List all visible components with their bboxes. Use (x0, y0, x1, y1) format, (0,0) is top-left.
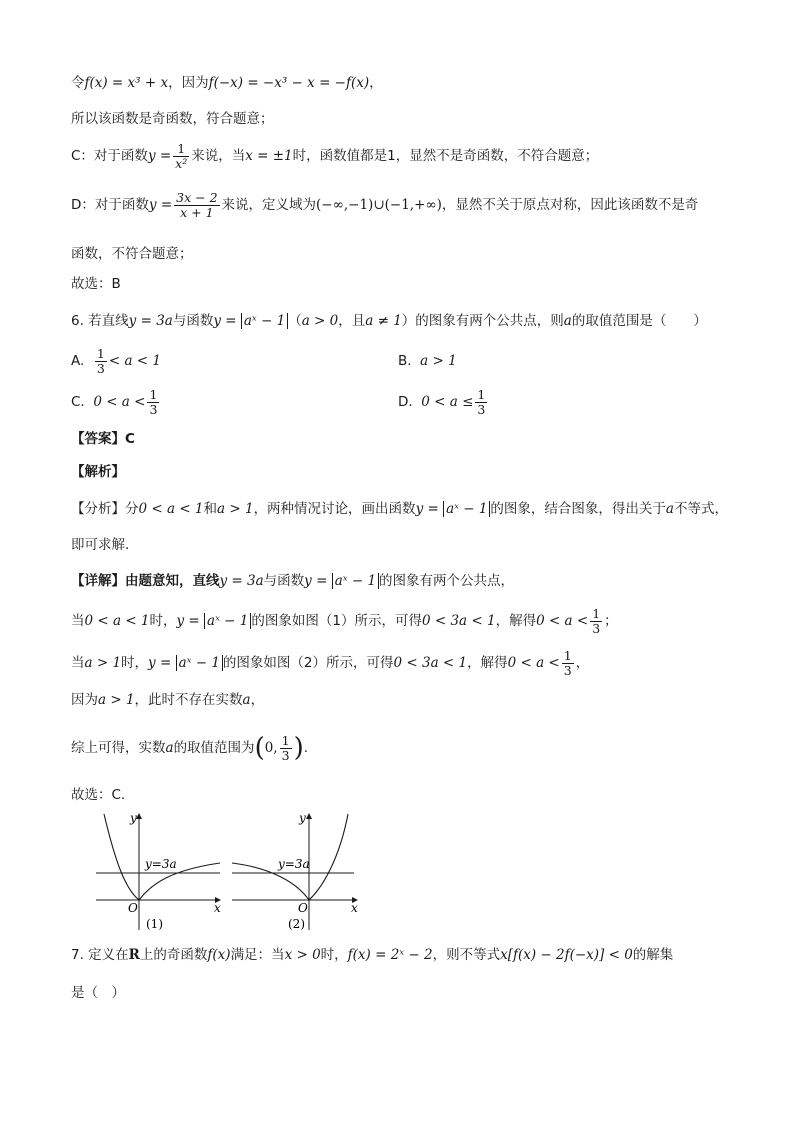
detail-because (71, 690, 264, 710)
math-expr: f(x) (207, 947, 231, 963)
y-axis-label: y (299, 811, 306, 825)
graph-label: (1) (146, 917, 163, 931)
fraction-denominator: 3 (281, 747, 290, 763)
fraction (174, 191, 219, 220)
option-label: C. (71, 394, 85, 410)
fraction (173, 142, 189, 171)
fraction (280, 734, 292, 763)
option-c-explanation (71, 140, 598, 172)
fraction-numerator: 1 (281, 732, 290, 748)
y-axis-label: y (130, 811, 137, 825)
text-line-5: 函数，不符合题意； (71, 246, 193, 262)
graph-label: (2) (288, 917, 305, 931)
option-a (71, 345, 161, 377)
function-graphs-figure (92, 808, 364, 934)
math-expr: y = 3a (219, 573, 264, 589)
text: 的取值范围为 (173, 740, 255, 756)
detail-line-1 (71, 571, 514, 591)
graph-2 (232, 811, 358, 931)
text: ，两种情况讨论，画出函数 (253, 501, 416, 517)
math-expr: 0 < 3a < 1 (393, 655, 468, 671)
text: 【详解】由题意知，直线 (71, 573, 220, 589)
math-expr: y = (147, 148, 172, 164)
math-expr: R (128, 947, 140, 963)
math-expr: x > 0 (284, 947, 321, 963)
math-expr: y = (415, 501, 439, 517)
fraction-denominator: 3 (592, 620, 601, 636)
math-expr: a (665, 501, 674, 517)
option-label: D. (398, 394, 413, 410)
x-axis-label: x (214, 901, 221, 915)
text: 综上可得，实数 (71, 740, 166, 756)
text: 时， (121, 655, 149, 671)
text: D：对于函数 (71, 197, 149, 213)
text: 的图象如图（2）所示，可得 (222, 655, 394, 671)
text: 的取值范围是（ ） (571, 313, 707, 329)
text: 因为 (71, 692, 98, 708)
text: 上的奇函数 (139, 947, 208, 963)
text: 7. 定义在 (71, 947, 129, 963)
text: 来说，当 (191, 148, 246, 164)
fraction (475, 388, 487, 417)
text: ，此时不存在实数 (134, 692, 243, 708)
math-expr: 0, (264, 740, 278, 756)
fraction-numerator: 3x − 2 (176, 189, 218, 205)
math-expr: 0 < a ≤ (421, 394, 474, 410)
text-line-6: 故选：B (71, 276, 121, 292)
text: 的图象有两个公共点， (379, 573, 515, 589)
text: 的图象如图（1）所示，可得 (251, 613, 422, 629)
fraction (590, 607, 602, 636)
math-expr: 0 < a < (536, 613, 589, 629)
option-b (398, 351, 457, 371)
fraction-numerator: 1 (173, 142, 189, 157)
math-expr: y = (213, 313, 237, 329)
text: 【分析】分 (71, 501, 139, 517)
text: 的图象，结合图象，得出关于 (490, 501, 666, 517)
math-expr: f(x) = x³ + x (84, 75, 169, 91)
text: ，解得 (495, 613, 537, 629)
math-expr: 0 < a < (93, 394, 146, 410)
text: 的解集 (632, 947, 674, 963)
math-abs: aˣ − 1 (443, 501, 490, 517)
math-expr: 0 < 3a < 1 (421, 613, 496, 629)
math-expr: 0 < a < (507, 655, 560, 671)
detail-case-2 (71, 647, 589, 679)
analysis-line-1 (71, 499, 728, 519)
math-expr: f(−x) = −x³ − x = −f(x) (208, 75, 370, 91)
text: 时， (149, 613, 177, 629)
math-abs: aˣ − 1 (204, 613, 251, 629)
math-abs: aˣ − 1 (241, 313, 288, 329)
math-expr: y = (148, 197, 173, 213)
math-expr: < a < 1 (108, 353, 161, 369)
math-expr: 0 < a < 1 (138, 501, 204, 517)
text: ， (250, 692, 265, 708)
math-expr: a (165, 740, 174, 756)
math-abs: aˣ − 1 (176, 655, 223, 671)
math-expr: f(x) = 2ˣ − 2 (347, 947, 433, 963)
fraction (562, 649, 574, 678)
text: 不等式， (673, 501, 728, 517)
text: ，且 (338, 313, 366, 329)
line-label: y=3a (145, 857, 177, 871)
question-6-stem (71, 311, 707, 331)
fraction-numerator: 1 (563, 647, 572, 663)
math-expr: x[f(x) − 2f(−x)] < 0 (500, 947, 633, 963)
right-paren: ) (293, 733, 304, 763)
text: 来说，定义域为 (221, 197, 317, 213)
text-line-1 (71, 73, 383, 93)
option-d-explanation (71, 189, 698, 221)
question-7-stem-2: 是（ ） (71, 985, 125, 1001)
question-7-stem (71, 945, 673, 965)
answer-label: 【答案】C (71, 431, 135, 447)
fraction (95, 347, 107, 376)
text: 和 (203, 501, 218, 517)
math-expr: x = ±1 (245, 148, 293, 164)
text: 令 (71, 75, 85, 91)
math-expr: a (242, 692, 251, 708)
fraction-denominator: 3 (149, 401, 158, 417)
math-expr: y = (304, 573, 328, 589)
text: C：对于函数 (71, 148, 148, 164)
origin-label: O (128, 901, 138, 915)
text: ，因为 (168, 75, 209, 91)
text: ， (575, 655, 590, 671)
text: 满足：当 (230, 947, 285, 963)
option-c (71, 386, 161, 418)
fraction (147, 388, 159, 417)
analysis-label: 【解析】 (71, 464, 125, 480)
text: 6. 若直线 (71, 313, 129, 329)
text: 与函数 (263, 573, 305, 589)
math-expr: 0 < a < 1 (84, 613, 150, 629)
math-abs: aˣ − 1 (332, 573, 379, 589)
fraction-numerator: 1 (149, 386, 158, 402)
fraction-numerator: 1 (592, 605, 601, 621)
math-expr: a > 1 (217, 501, 254, 517)
line-label: y=3a (278, 857, 310, 871)
detail-summary (71, 728, 308, 768)
fraction-denominator: x² (175, 155, 188, 171)
fraction-denominator: x + 1 (180, 204, 214, 220)
math-expr: a (563, 313, 572, 329)
option-label: A. (71, 353, 85, 369)
fraction-numerator: 1 (96, 345, 105, 361)
text: ，解得 (467, 655, 508, 671)
text: 当 (71, 613, 85, 629)
math-expr: y = (176, 613, 200, 629)
text: 时， (320, 947, 348, 963)
math-expr: y = (148, 655, 172, 671)
fraction-denominator: 3 (96, 360, 105, 376)
math-expr: y = 3a (128, 313, 173, 329)
origin-label: O (298, 901, 308, 915)
detail-case-1 (71, 605, 618, 637)
text: 当 (71, 655, 85, 671)
math-expr: a > 1 (98, 692, 135, 708)
text: . (303, 740, 309, 756)
math-expr: a > 1 (420, 353, 457, 369)
text: ， (369, 75, 383, 91)
math-expr: a > 0 (301, 313, 339, 329)
left-paren: ( (254, 733, 265, 763)
x-axis-label: x (351, 901, 358, 915)
math-expr: (−∞,−1)∪(−1,+∞) (316, 197, 442, 213)
fraction-denominator: 3 (477, 401, 486, 417)
text: ）的图象有两个公共点，则 (401, 313, 564, 329)
fraction-denominator: 3 (563, 662, 572, 678)
text: ，显然不关于原点对称，因此该函数不是奇 (441, 197, 699, 213)
text: ； (604, 613, 618, 629)
option-label: B. (398, 353, 412, 369)
math-expr: a ≠ 1 (365, 313, 402, 329)
fraction-numerator: 1 (477, 386, 486, 402)
text-line-2: 所以该函数是奇函数，符合题意； (71, 111, 274, 127)
analysis-line-2: 即可求解. (71, 537, 130, 553)
text: 与函数 (172, 313, 214, 329)
math-expr: a > 1 (84, 655, 122, 671)
text: ，则不等式 (432, 947, 501, 963)
choose-line: 故选：C. (71, 787, 126, 803)
option-d (398, 386, 489, 418)
text: （ (288, 313, 302, 329)
graph-1 (96, 811, 221, 931)
text: 时，函数值都是1，显然不是奇函数，不符合题意； (292, 148, 599, 164)
